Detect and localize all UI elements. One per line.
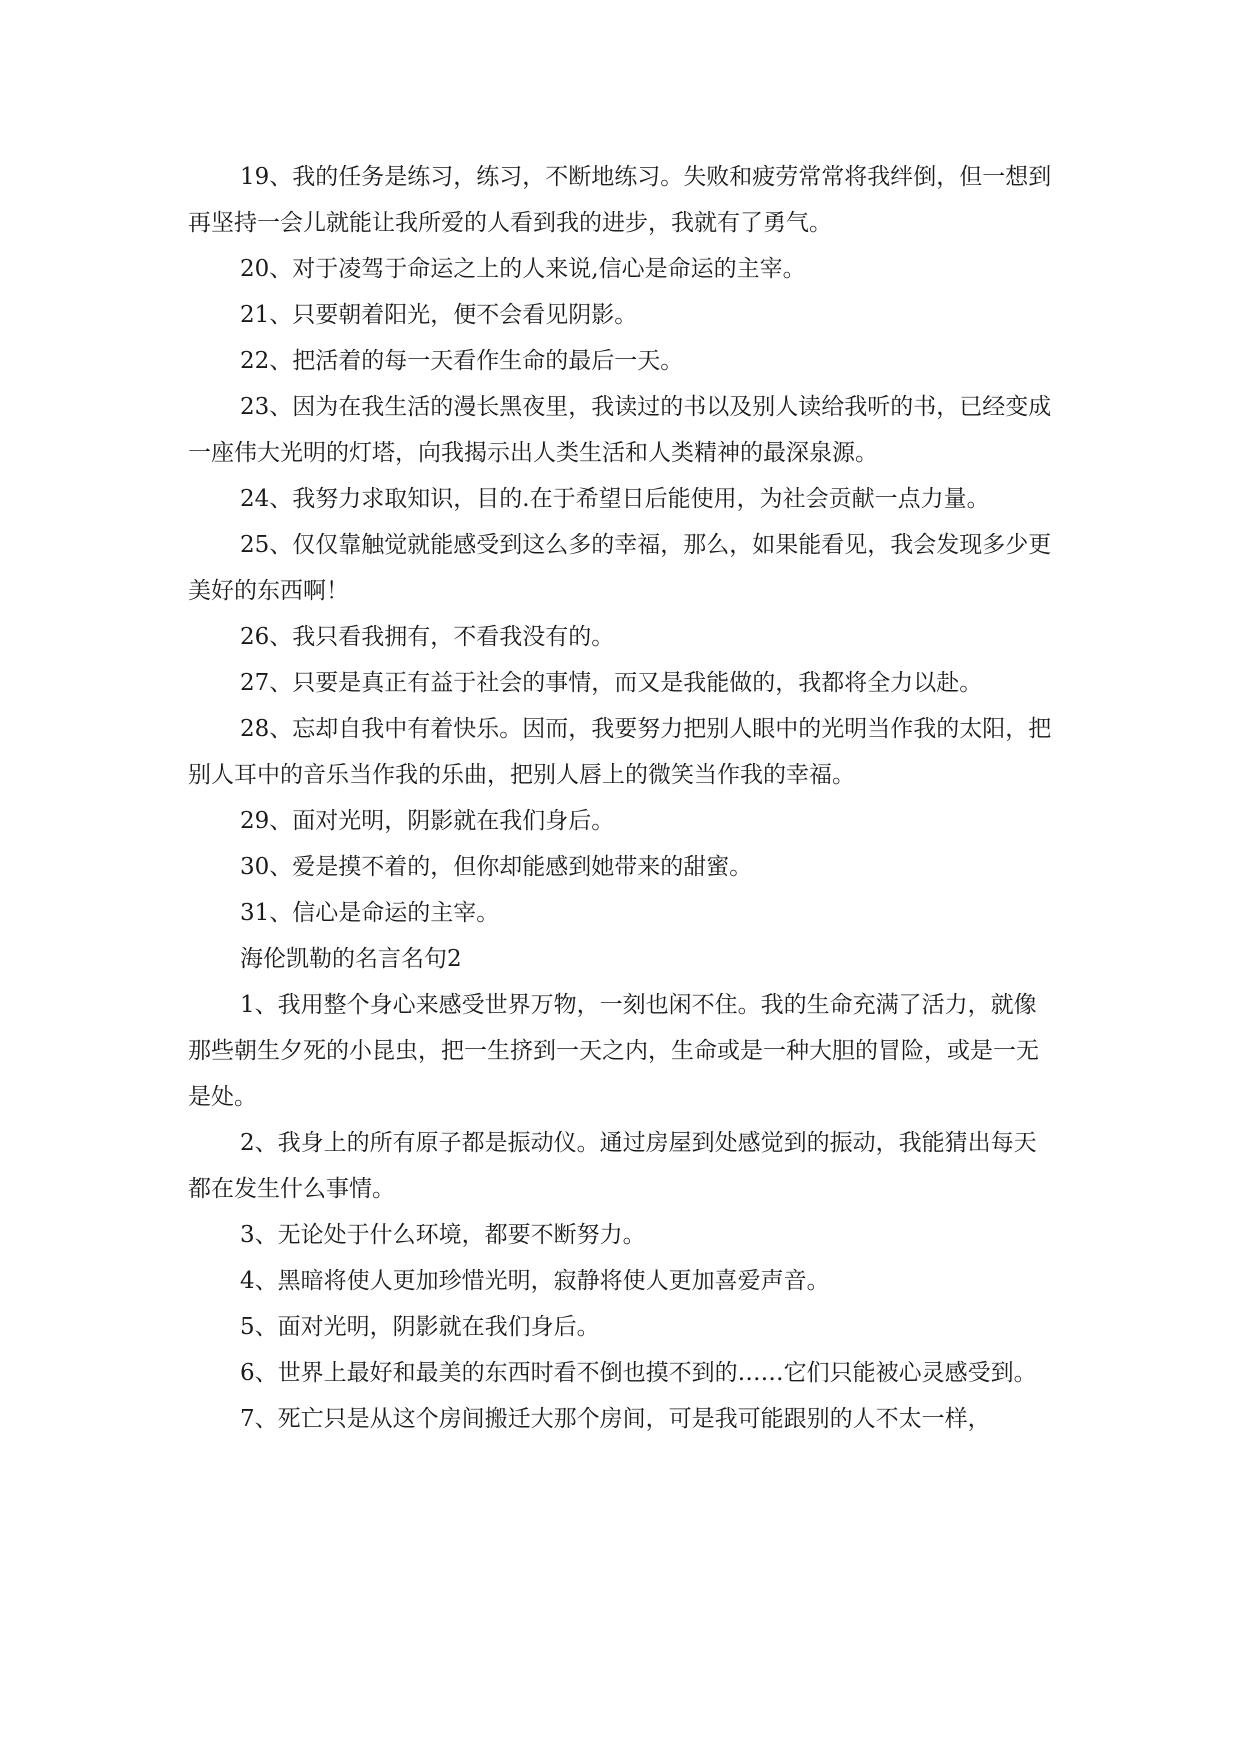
quote-paragraph: 5、面对光明，阴影就在我们身后。: [240, 1314, 600, 1340]
section-heading: 海伦凯勒的名言名句2: [240, 946, 462, 972]
quote-paragraph: 27、只要是真正有益于社会的事情，而又是我能做的，我都将全力以赴。: [240, 670, 983, 696]
quote-paragraph: 25、仅仅靠触觉就能感受到这么多的幸福，那么，如果能看见，我会发现多少更美好的东西啊！: [188, 532, 1052, 604]
quote-paragraph: 24、我努力求取知识，目的.在于希望日后能使用，为社会贡献一点力量。: [240, 486, 990, 512]
quote-paragraph: 6、世界上最好和最美的东西时看不倒也摸不到的……它们只能被心灵感受到。: [240, 1360, 1037, 1386]
quote-paragraph: 19、我的任务是练习，练习，不断地练习。失败和疲劳常常将我绊倒，但一想到再坚持一会儿就能让我所爱的人看到我的进步，我就有了勇气。: [188, 164, 1052, 236]
quote-paragraph: 22、把活着的每一天看作生命的最后一天。: [240, 348, 684, 374]
quote-paragraph: 23、因为在我生活的漫长黑夜里，我读过的书以及别人读给我听的书，已经变成一座伟大光明的灯塔，向我揭示出人类生活和人类精神的最深泉源。: [188, 394, 1052, 466]
quote-paragraph: 7、死亡只是从这个房间搬迁大那个房间，可是我可能跟别的人不太一样，: [240, 1406, 991, 1432]
document-body: [188, 154, 1058, 1442]
quote-paragraph: 2、我身上的所有原子都是振动仪。通过房屋到处感觉到的振动，我能猜出每天都在发生什么事情。: [188, 1130, 1037, 1202]
quote-paragraph: 20、对于凌驾于命运之上的人来说,信心是命运的主宰。: [240, 256, 806, 282]
quote-paragraph: 21、只要朝着阳光，便不会看见阴影。: [240, 302, 638, 328]
quote-paragraph: 31、信心是命运的主宰。: [240, 900, 500, 926]
quote-paragraph: 26、我只看我拥有，不看我没有的。: [240, 624, 615, 650]
quote-paragraph: 1、我用整个身心来感受世界万物，一刻也闲不住。我的生命充满了活力，就像那些朝生夕死的小昆虫，把一生挤到一天之内，生命或是一种大胆的冒险，或是一无是处。: [188, 992, 1039, 1110]
quote-paragraph: 4、黑暗将使人更加珍惜光明，寂静将使人更加喜爱声音。: [240, 1268, 830, 1294]
quote-paragraph: 28、忘却自我中有着快乐。因而，我要努力把别人眼中的光明当作我的太阳，把别人耳中的音乐当作我的乐曲，把别人唇上的微笑当作我的幸福。: [188, 716, 1052, 788]
quote-paragraph: 30、爱是摸不着的，但你却能感到她带来的甜蜜。: [240, 854, 753, 880]
quote-paragraph: 3、无论处于什么环境，都要不断努力。: [240, 1222, 646, 1248]
quote-paragraph: 29、面对光明，阴影就在我们身后。: [240, 808, 615, 834]
